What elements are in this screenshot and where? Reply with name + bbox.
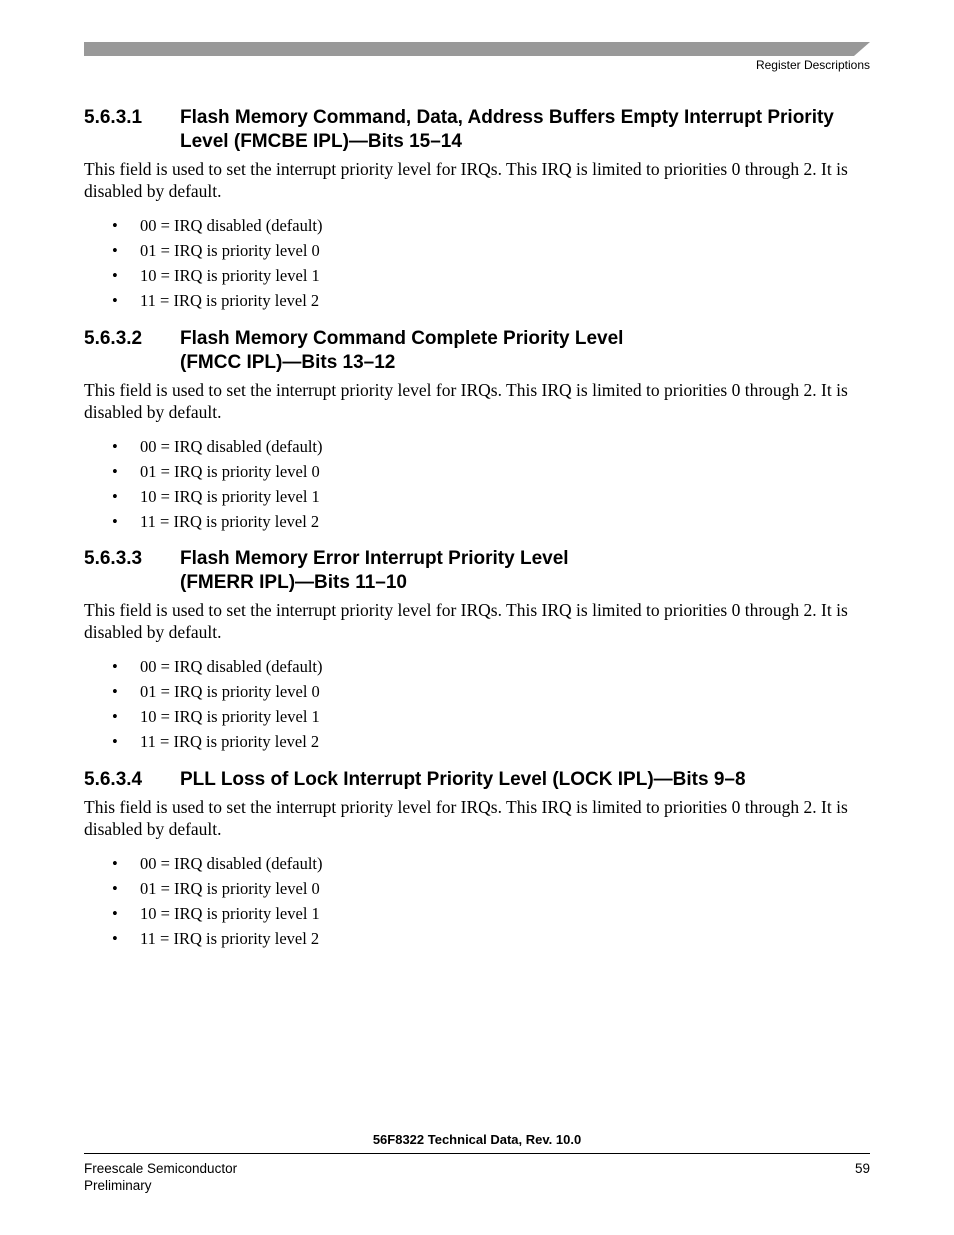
- bullet-icon: •: [112, 512, 118, 531]
- running-header-title: Register Descriptions: [755, 58, 870, 72]
- bullet-icon: •: [112, 854, 118, 873]
- header-decorative-bar: [84, 42, 870, 56]
- page-number: 59: [854, 1161, 870, 1176]
- section-number: 5.6.3.3: [84, 548, 143, 569]
- footer-doc-title: 56F8322 Technical Data, Rev. 10.0: [372, 1132, 582, 1147]
- bullet-icon: •: [112, 462, 118, 481]
- bullet-icon: •: [112, 904, 118, 923]
- section-5-6-3-3: [84, 547, 870, 754]
- section-body: This field is used to set the interrupt priority level for IRQs. This IRQ is limited to priorities 0 through 2. It is disabled by default.: [84, 380, 848, 422]
- list-item: • 10 = IRQ is priority level 1: [84, 263, 870, 288]
- bullet-icon: •: [112, 291, 118, 310]
- bullet-icon: •: [112, 266, 118, 285]
- bullet-list: [84, 654, 870, 754]
- bullet-icon: •: [112, 732, 118, 751]
- section-number: 5.6.3.4: [84, 769, 143, 790]
- section-5-6-3-1: [84, 106, 870, 313]
- footer-company: Freescale Semiconductor: [84, 1161, 238, 1176]
- bullet-list: [84, 213, 870, 313]
- list-item: • 00 = IRQ disabled (default): [84, 434, 870, 459]
- list-item: • 11 = IRQ is priority level 2: [84, 509, 870, 534]
- bullet-icon: •: [112, 929, 118, 948]
- bullet-icon: •: [112, 657, 118, 676]
- bullet-list: [84, 851, 870, 951]
- section-body: This field is used to set the interrupt priority level for IRQs. This IRQ is limited to priorities 0 through 2. It is disabled by default.: [84, 797, 848, 839]
- list-item: • 00 = IRQ disabled (default): [84, 654, 870, 679]
- section-number: 5.6.3.2: [84, 328, 143, 349]
- list-item: • 00 = IRQ disabled (default): [84, 851, 870, 876]
- footer-left-block: [84, 1160, 237, 1194]
- list-item: • 10 = IRQ is priority level 1: [84, 704, 870, 729]
- section-heading: [84, 768, 870, 792]
- section-body: This field is used to set the interrupt priority level for IRQs. This IRQ is limited to priorities 0 through 2. It is disabled by default.: [84, 159, 848, 201]
- list-item: • 10 = IRQ is priority level 1: [84, 901, 870, 926]
- footer-status: Preliminary: [84, 1178, 152, 1193]
- section-title: PLL Loss of Lock Interrupt Priority Level (LOCK IPL)—Bits 9–8: [180, 769, 746, 790]
- list-item: • 11 = IRQ is priority level 2: [84, 926, 870, 951]
- section-heading: [84, 547, 870, 595]
- bullet-icon: •: [112, 682, 118, 701]
- list-item: • 11 = IRQ is priority level 2: [84, 288, 870, 313]
- bullet-icon: •: [112, 437, 118, 456]
- bullet-list: [84, 434, 870, 534]
- list-item: • 01 = IRQ is priority level 0: [84, 238, 870, 263]
- bullet-icon: •: [112, 241, 118, 260]
- section-number: 5.6.3.1: [84, 107, 143, 128]
- bullet-icon: •: [112, 707, 118, 726]
- list-item: • 10 = IRQ is priority level 1: [84, 484, 870, 509]
- section-5-6-3-4: [84, 768, 870, 951]
- section-title: Flash Memory Command, Data, Address Buffers Empty Interrupt Priority Level (FMCBE IPL)—Bits 15–14: [180, 107, 834, 152]
- bullet-icon: •: [112, 879, 118, 898]
- bullet-icon: •: [112, 216, 118, 235]
- section-title: Flash Memory Error Interrupt Priority Level (FMERR IPL)—Bits 11–10: [180, 548, 569, 593]
- list-item: • 11 = IRQ is priority level 2: [84, 729, 870, 754]
- section-heading: [84, 106, 870, 154]
- section-body: This field is used to set the interrupt priority level for IRQs. This IRQ is limited to priorities 0 through 2. It is disabled by default.: [84, 600, 848, 642]
- list-item: • 01 = IRQ is priority level 0: [84, 459, 870, 484]
- section-heading: [84, 327, 870, 375]
- list-item: • 00 = IRQ disabled (default): [84, 213, 870, 238]
- list-item: • 01 = IRQ is priority level 0: [84, 679, 870, 704]
- section-title: Flash Memory Command Complete Priority Level (FMCC IPL)—Bits 13–12: [180, 328, 624, 373]
- list-item: • 01 = IRQ is priority level 0: [84, 876, 870, 901]
- bullet-icon: •: [112, 487, 118, 506]
- footer-divider: [84, 1153, 870, 1154]
- section-5-6-3-2: [84, 327, 870, 534]
